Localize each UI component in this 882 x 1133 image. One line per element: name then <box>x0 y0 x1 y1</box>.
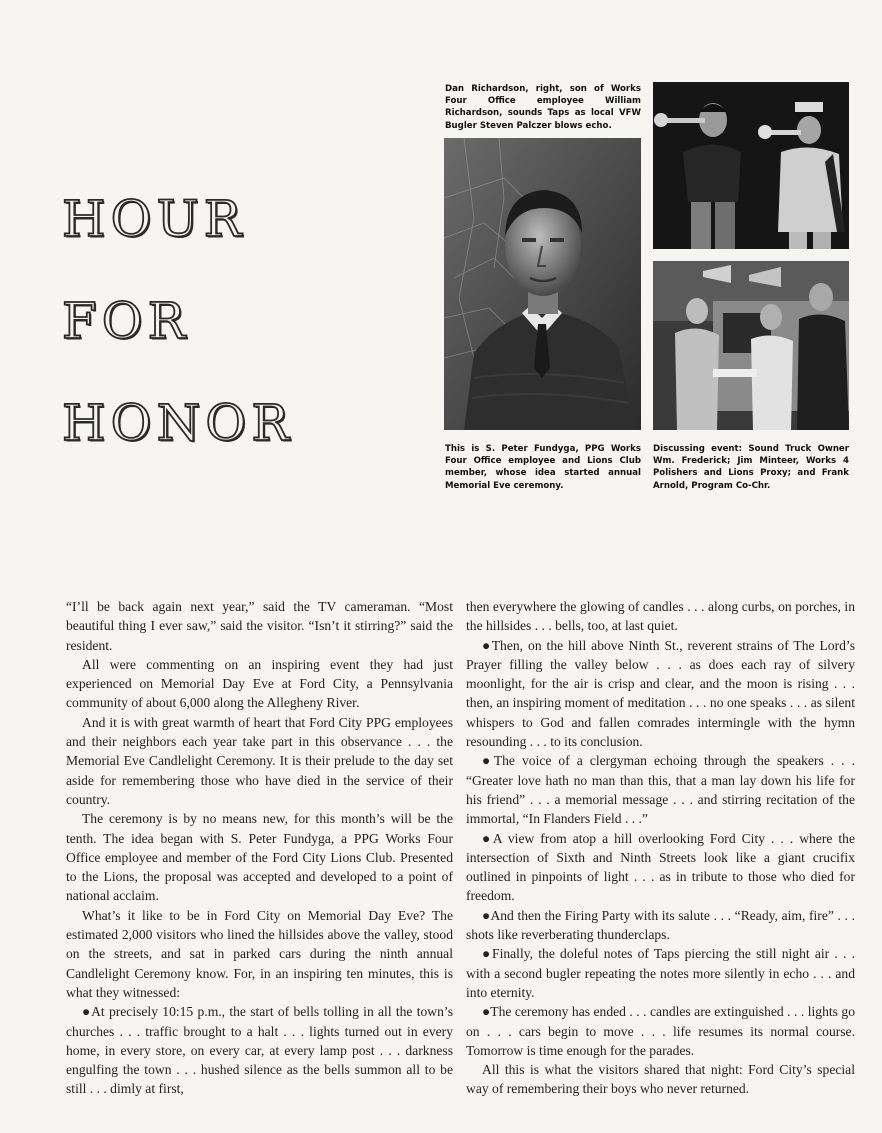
headline-line-2: FOR <box>62 292 191 350</box>
paragraph: ●A view from atop a hill overlooking Ford City . . . where the intersection of Sixth and Ninth Streets look like a giant crucifix outlined in pinpoints of light . . . as in tribute to those who died for freedom. <box>466 830 855 904</box>
paragraph: “I’ll be back again next year,” said the TV cameraman. “Most beautiful thing I ever saw,” said the visitor. “Isn’t it stirring?” said the resident. <box>66 599 453 653</box>
paragraph: then everywhere the glowing of candles . . . along curbs, on porches, in the hillsides . . . bells, too, at last quiet. <box>466 599 855 634</box>
paragraph: ●Then, on the hill above Ninth St., reverent strains of The Lord’s Prayer filling the valley below . . . as does each ray of silvery moonlight, for the air is crisp and clear, and the moon is rising . . . then, an inspiring moment of meditation . . . no one speaks . . . as silent whispers to God and fallen comrades intermingle with the hymn resounding . . . to its conclusion. <box>466 637 855 750</box>
paragraph: ●The ceremony has ended . . . candles are extinguished . . . lights go on . . . cars begin to move . . . life resumes its normal course. Tomorrow is time enough for the parades. <box>466 1004 855 1058</box>
photo-portrait <box>444 138 641 430</box>
caption-truck-photo: Discussing event: Sound Truck Owner Wm. Frederick; Jim Minteer, Works 4 Polishers and Lions Proxy; and Frank Arnold, Program Co-Chr. <box>653 444 849 491</box>
photo-sound-truck <box>653 261 849 430</box>
caption-portrait-photo: This is S. Peter Fundyga, PPG Works Four Office employee and Lions Club member, whose idea started annual Memorial Eve ceremony. <box>445 444 641 491</box>
paragraph: What’s it like to be in Ford City on Memorial Day Eve? The estimated 2,000 visitors who lined the hillsides above the valley, stood on the streets, and sat in parked cars during the ninth annual Candlelight Ceremony know. For, in an inspiring ten minutes, this is what they witnessed: <box>66 907 453 1000</box>
paragraph: All this is what the visitors shared that night: Ford City’s special way of remembering their boys who never returned. <box>466 1062 855 1097</box>
photo-buglers <box>653 82 849 249</box>
paragraph: ●The voice of a clergyman echoing through the speakers . . . “Greater love hath no man than this, that a man lay down his life for his friend” . . . a memorial message . . . and stirring recitation of the immortal, “In Flanders Field . . .” <box>466 753 855 827</box>
headline <box>62 168 392 474</box>
paragraph: And it is with great warmth of heart that Ford City PPG employees and their neighbors each year take part in this observance . . . the Memorial Eve Candlelight Ceremony. It is their prelude to the day set aside for remembering those who have died in the service of their country. <box>66 714 453 807</box>
headline-line-3: HONOR <box>62 394 294 452</box>
article-column-left <box>66 597 453 1099</box>
paragraph: ●And then the Firing Party with its salute . . . “Ready, aim, fire” . . . shots like reverberating thunderclaps. <box>466 907 855 943</box>
paragraph: The ceremony is by no means new, for this month’s will be the tenth. The idea began with S. Peter Fundyga, a PPG Works Four Office employee and member of the Ford City Lions Club. Presented to the Lions, the proposal was accepted and developed to a point of national acclaim. <box>66 811 453 904</box>
article-column-right <box>466 597 855 1099</box>
paragraph: ●At precisely 10:15 p.m., the start of bells tolling in all the town’s churches . . . traffic brought to a halt . . . lights turned out in every home, in every store, on every car, at every lamp post . . . darkness engulfing the town . . . hushed silence as the bells summon all to be still . . . dimly at first, <box>66 1004 453 1097</box>
paragraph: All were commenting on an inspiring event they had just experienced on Memorial Day Eve at Ford City, a Pennsylvania community of about 6,000 along the Allegheny River. <box>66 656 453 711</box>
headline-line-1: HOUR <box>62 190 247 248</box>
caption-bugler-photo: Dan Richardson, right, son of Works Four Office employee William Richardson, sounds Taps as local VFW Bugler Steven Palczer blows echo. <box>445 84 641 131</box>
paragraph: ●Finally, the doleful notes of Taps piercing the still night air . . . with a second bugler repeating the notes more silently in echo . . . and into eternity. <box>466 946 855 1000</box>
